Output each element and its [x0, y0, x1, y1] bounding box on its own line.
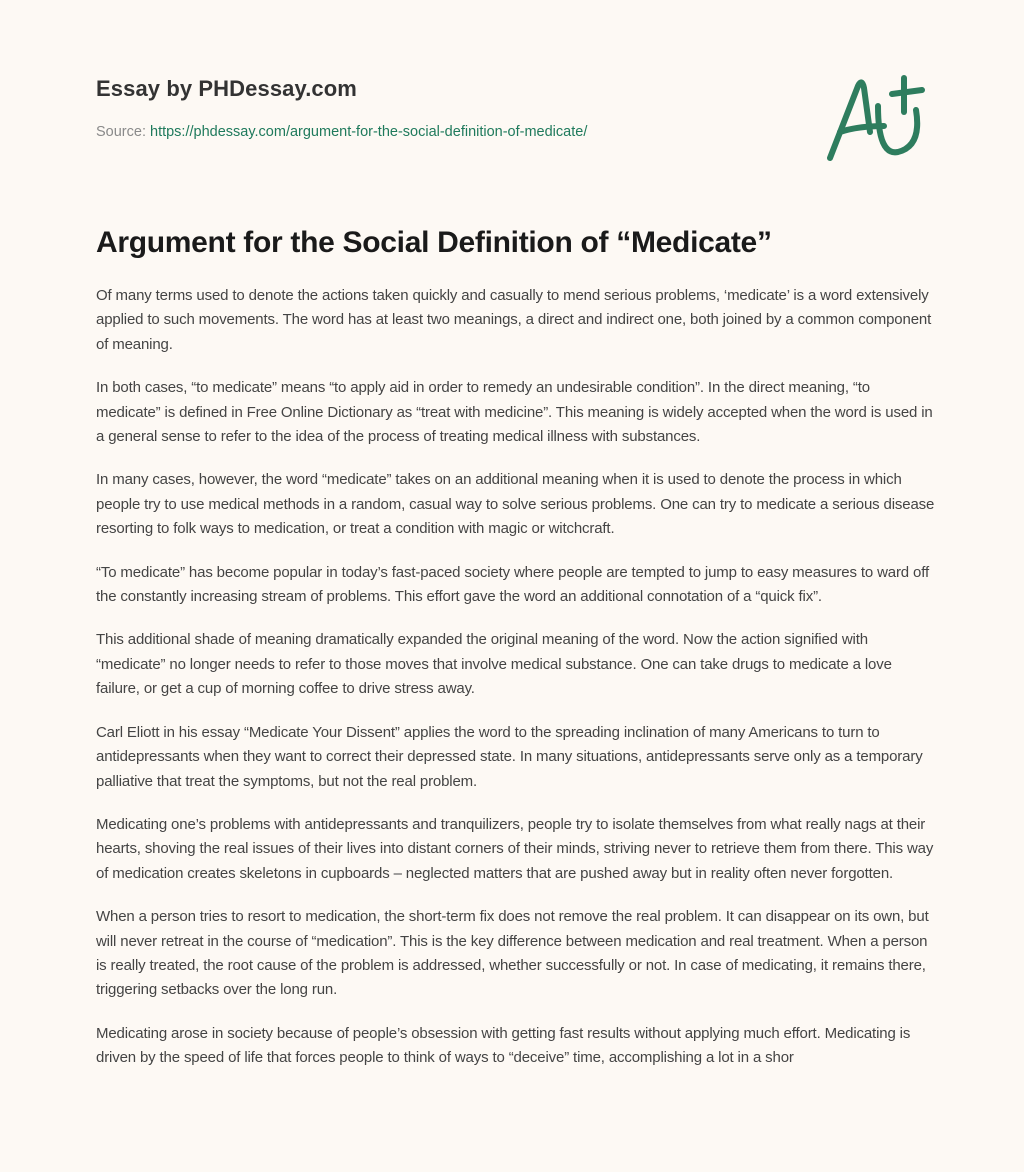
- essay-title: Argument for the Social Definition of “Medicate”: [96, 226, 772, 259]
- essay-paragraph: Of many terms used to denote the actions taken quickly and casually to mend serious problems, ‘medicate’ is a word extensively applied to such movements. The word has at least two meanings, a direct and indirect one, both joined by a common component of meaning.: [96, 287, 932, 353]
- essay-paragraph: Medicating arose in society because of people’s obsession with getting fast results without applying much effort. Medicating is driven by the speed of life that forces people to think of ways to “deceive” time, accomplishing a lot in a shor: [96, 1024, 911, 1067]
- essay-paragraph: “To medicate” has become popular in today’s fast-paced society where people are tempted to jump to easy measures to ward off the constantly increasing stream of problems. This effort gave the word an additional connotation of a “quick fix”.: [96, 563, 929, 606]
- essay-paragraph: This additional shade of meaning dramatically expanded the original meaning of the word. Now the action signified with “medicate” no longer needs to refer to those moves that involve medical substance. One can take drugs to medicate a love failure, or get a cup of morning coffee to drive stress away.: [96, 631, 892, 698]
- source-link[interactable]: https://phdessay.com/argument-for-the-social-definition-of-medicate/: [150, 124, 588, 140]
- essay-body: [96, 284, 936, 1090]
- essay-paragraph: Medicating one’s problems with antidepressants and tranquilizers, people try to isolate themselves from what really nags at their hearts, shoving the real issues of their lives into distant corners of their minds, striving never to retrieve them from there. This way of medication creates skeletons in cupboards – neglected matters that are pushed away but in reality often never forgotten.: [96, 815, 934, 882]
- essay-paragraph: Carl Eliott in his essay “Medicate Your Dissent” applies the word to the spreading inclination of many Americans to turn to antidepressants when they want to correct their depressed state. In many situations, antidepressants serve only as a temporary palliative that treat the symptoms, but not the real problem.: [96, 723, 923, 790]
- essay-paragraph: When a person tries to resort to medication, the short-term fix does not remove the real problem. It can disappear on its own, but will never retreat in the course of “medication”. This is the key difference between medication and real treatment. When a person is really treated, the root cause of the problem is addressed, whether successfully or not. In case of medicating, it remains there, triggering setbacks over the long run.: [96, 908, 929, 999]
- source-line: [96, 124, 587, 140]
- essay-paragraph: In both cases, “to medicate” means “to apply aid in order to remedy an undesirable condition”. In the direct meaning, “to medicate” is defined in Free Online Dictionary as “treat with medicine”. This meaning is widely accepted when the word is used in a general sense to refer to the idea of the process of treating medical illness with substances.: [96, 379, 933, 446]
- site-header-title: Essay by PHDessay.com: [96, 76, 357, 101]
- source-label: Source:: [96, 124, 150, 140]
- essay-paragraph: In many cases, however, the word “medicate” takes on an additional meaning when it is used to denote the process in which people try to use medical methods in a random, casual way to solve serious problems. One can try to medicate a serious disease resorting to folk ways to medication, or treat a condition with magic or witchcraft.: [96, 471, 935, 538]
- a-plus-grade-icon: [818, 66, 930, 166]
